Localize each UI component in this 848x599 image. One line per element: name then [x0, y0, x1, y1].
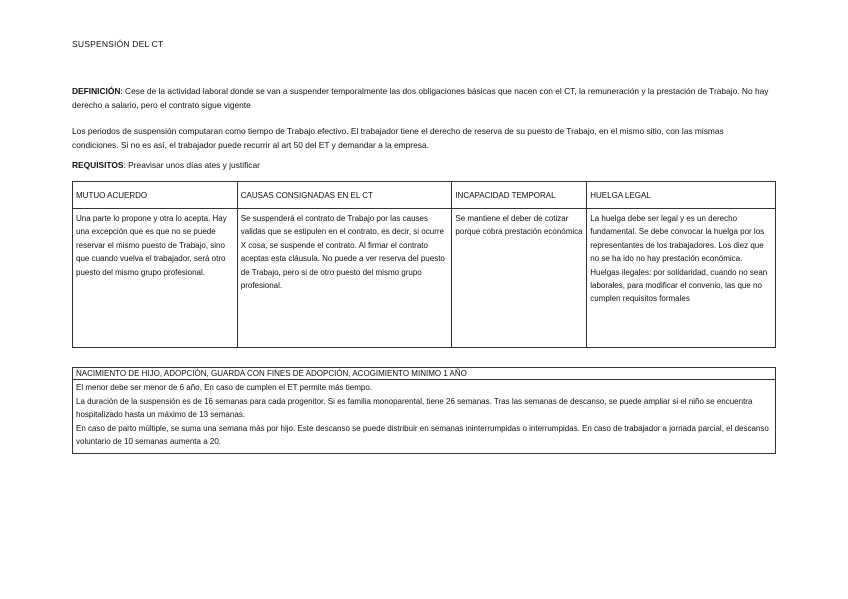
- table-header-row: [73, 368, 776, 380]
- cell-mutuo-acuerdo: Una parte lo propone y otra lo acepta. Hay una excepción que es que no se puede reservar el mismo puesto de Trabajo, sino que cuando vuelva el trabajador, será otro puesto del mismo grupo profesional.: [73, 209, 238, 348]
- definition-label: DEFINICIÓN: [72, 86, 121, 96]
- cell-huelga-legal: [587, 209, 776, 348]
- document-title: SUSPENSIÓN DEL CT: [72, 39, 164, 49]
- header-huelga-legal: HUELGA LEGAL: [587, 182, 776, 209]
- header-causas-consignadas: CAUSAS CONSIGNADAS EN EL CT: [237, 182, 452, 209]
- huelgas-ilegales-text: Huelgas ilegales: por solidaridad, cuando no sean laborales, para modificar el convenio, las que no cumplen requisitos formales: [590, 267, 768, 304]
- cell-incapacidad-temporal: Se mantiene el deber de cotizar porque cobra prestación económica: [452, 209, 587, 348]
- header-mutuo-acuerdo: MUTUO ACUERDO: [73, 182, 238, 209]
- huelga-legal-text: La huelga debe ser legal y es un derecho fundamental. Se debe convocar la huelga por los representantes de los trabajadores. Los diez que no se ha ido no hay prestación económica.: [590, 214, 765, 264]
- nacimiento-table: [72, 367, 776, 454]
- suspension-periods-paragraph: Los periodos de suspensión computaran como tiempo de Trabajo efectivo. El trabajador tiene el derecho de reserva de su puesto de Trabajo, en el mismo sitio, con las mismas condiciones. Si no es así, el trabajador puede recurrir al art 50 del ET y demandar a la empresa.: [72, 126, 724, 150]
- table-row: [73, 380, 776, 454]
- header-incapacidad-temporal: INCAPACIDAD TEMPORAL: [452, 182, 587, 209]
- header-nacimiento: NACIMIENTO DE HIJO, ADOPCIÓN, GUARDA CON FINES DE ADOPCIÓN, ACOGIMIENTO MINIMO 1 AÑO: [73, 368, 776, 380]
- nacimiento-line-1: El menor debe ser menor de 6 año. En caso de cumplen el ET permite más tiempo.: [76, 383, 373, 392]
- table-row: [73, 209, 776, 348]
- cell-causas-consignadas: Se suspenderá el contrato de Trabajo por las causes validas que se estipulen en el contrato, es decir, si ocurre X cosa, se suspende el contrato. Al firmar el contrato aceptas esta cláusula. No puede a ver reserva del puesto de Trabajo, pero si de otro puesto del mismo grupo profesional.: [237, 209, 452, 348]
- requisitos-text: : Preavisar unos días ates y justificar: [123, 160, 260, 170]
- cell-nacimiento: [73, 380, 776, 454]
- suspension-types-table: [72, 181, 776, 348]
- nacimiento-line-2: La duración de la suspensión es de 16 semanas para cada progenitor. Si es familia monoparental, tiene 26 semanas. Tras las semanas de descanso, se puede ampliar si el niño se encuentra hospitalizado hasta un máximo de 13 semanas.: [76, 396, 753, 419]
- table-header-row: [73, 182, 776, 209]
- requisitos-label: REQUISITOS: [72, 160, 124, 170]
- definition-text: : Cese de la actividad laboral donde se van a suspender temporalmente las dos obligaciones básicas que nacen con el CT, la remuneración y la prestación de Trabajo. No hay derecho a salario, pero el contrato sigue vigente: [72, 86, 769, 110]
- nacimiento-line-3: En caso de parto múltiple, se suma una semana más por hijo. Este descanso se puede distribuir en semanas ininterrumpidas o interrumpidas. En caso de trabajador a jornada parcial, el descanso voluntario de 10 semanas aumenta a 20.: [76, 423, 769, 446]
- definition-paragraph: [72, 85, 772, 112]
- requisitos-paragraph: [72, 159, 772, 173]
